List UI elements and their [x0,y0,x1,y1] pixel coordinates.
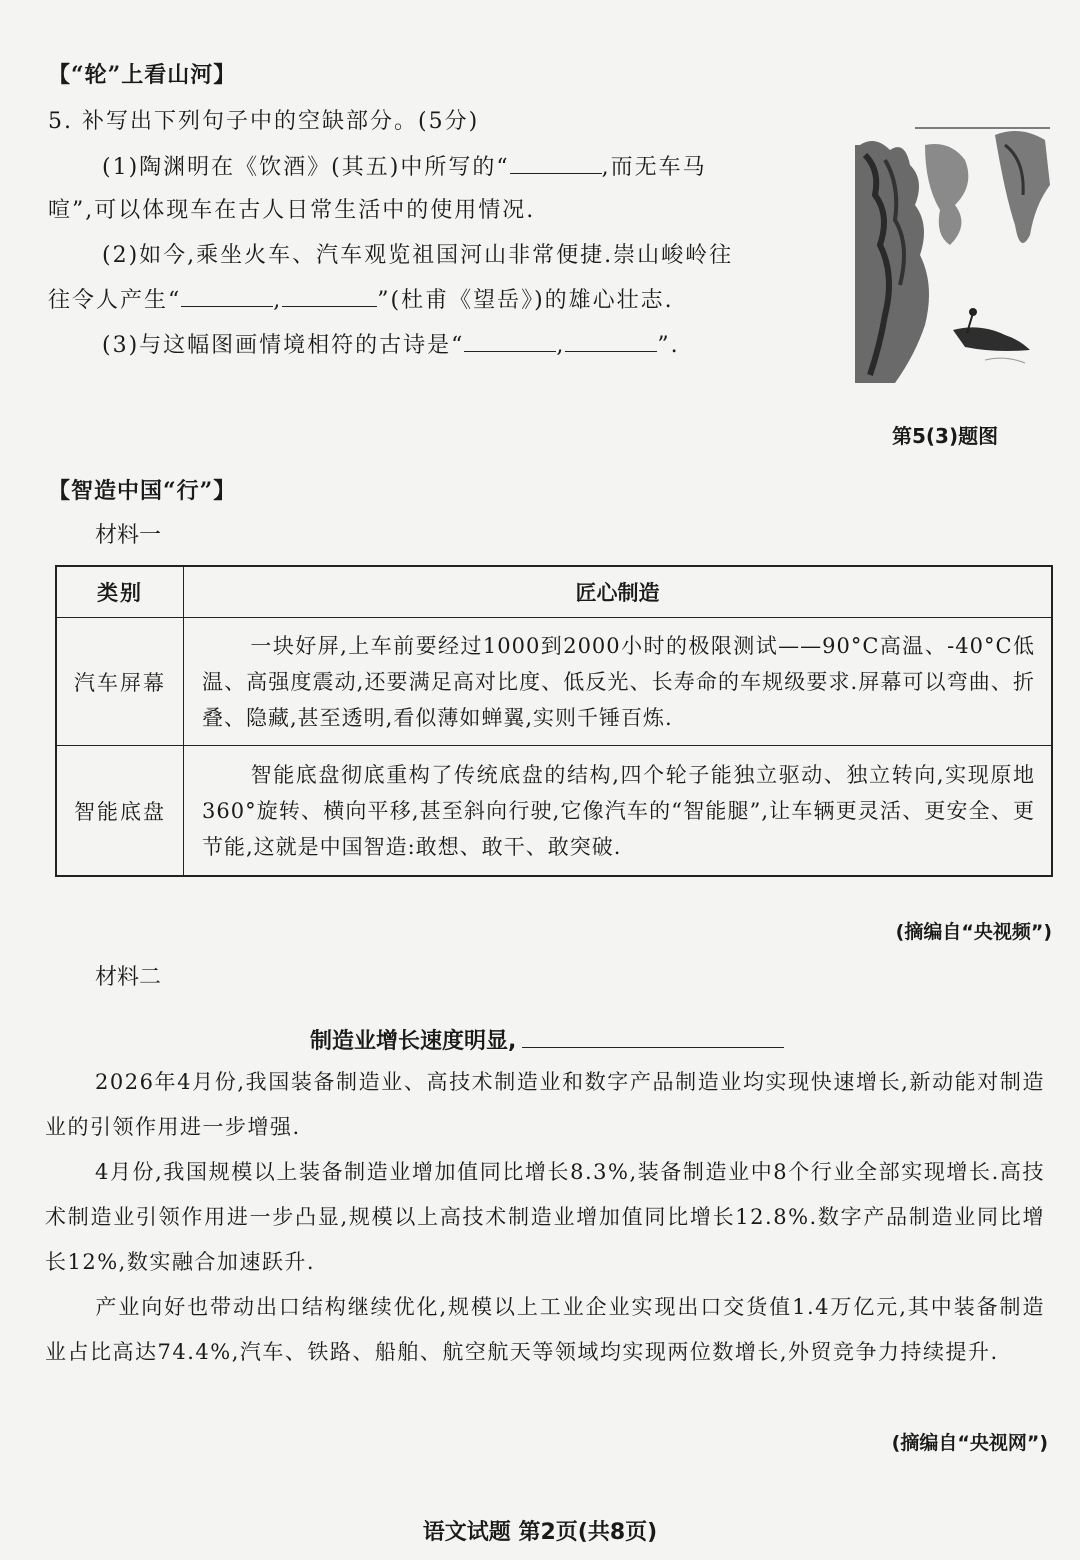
question-5-3-line [102,328,680,359]
answer-blank[interactable] [464,349,556,352]
article-paragraph [45,1285,1045,1375]
article-title-text: 制造业增长速度明显, [310,1029,517,1054]
source-note-2: (摘编自“央视网”) [891,1432,1048,1454]
answer-blank[interactable] [522,1045,784,1048]
article-paragraph [45,1060,1045,1150]
q2-text-c: ”(杜甫《望岳》)的雄心壮志. [377,288,674,313]
paragraph-text: 产业向好也带动出口结构继续优化,规模以上工业企业实现出口交货值1.4万亿元,其中装备制造业占比高达74.4%,汽车、铁路、船舶、航空航天等领域均实现两位数增长,外贸竞争力持续提升. [45,1295,1045,1364]
material-1-label: 材料一 [95,523,162,548]
table-cell-category: 智能底盘 [56,746,184,876]
section-heading-smart-manufacturing: 【智造中国“行”】 [48,478,237,504]
material-2-label: 材料二 [95,965,162,990]
answer-blank[interactable] [510,171,602,174]
q1-text-b: ,而无车马 [601,155,707,180]
q3-text-b: , [556,333,566,358]
ink-landscape-painting [855,125,1050,385]
q2-text-a: 往令人产生“ [48,288,182,313]
answer-blank[interactable] [181,304,273,307]
table-cell-text [184,746,1053,876]
table-row [56,746,1052,876]
table-row [56,618,1052,746]
row-text: 智能底盘彻底重构了传统底盘的结构,四个轮子能独立驱动、独立转向,实现原地360°旋转、横向平移,甚至斜向行驶,它像汽车的“智能腿”,让车辆更灵活、更安全、更节能,这就是中国智造:敢想、敢干、敢突破. [202,762,1035,859]
paragraph-text: 2026年4月份,我国装备制造业、高技术制造业和数字产品制造业均实现快速增长,新动能对制造业的引领作用进一步增强. [45,1070,1045,1139]
paragraph-text: 4月份,我国规模以上装备制造业增加值同比增长8.3%,装备制造业中8个行业全部实现增长.高技术制造业引领作用进一步凸显,规模以上高技术制造业增加值同比增长12.8%.数字产品制造业同比增长12%,数实融合加速跃升. [45,1160,1045,1274]
q1-text-a: (1)陶渊明在《饮酒》(其五)中所写的“ [102,155,510,180]
q3-text-a: (3)与这幅图画情境相符的古诗是“ [102,333,465,358]
material-1-table [55,565,1053,877]
question-5-title: 5. 补写出下列句子中的空缺部分。(5分) [48,109,480,134]
source-note-1: (摘编自“央视频”) [895,921,1052,943]
question-5-2-line1: (2)如今,乘坐火车、汽车观览祖国河山非常便捷.崇山峻岭往 [102,243,734,268]
article-title [310,1024,784,1055]
table-header-category: 类别 [56,566,184,618]
section-heading-mountains: 【“轮”上看山河】 [48,62,237,88]
row-text: 一块好屏,上车前要经过1000到2000小时的极限测试——90°C高温、-40°C低温、高强度震动,还要满足高对比度、低反光、长寿命的车规级要求.屏幕可以弯曲、折叠、隐藏,甚至透明,看似薄如蝉翼,实则千锤百炼. [202,633,1035,730]
question-5-2-line2 [48,283,674,314]
table-header-row [56,566,1052,618]
answer-blank[interactable] [282,304,377,307]
table-header-content: 匠心制造 [184,566,1053,618]
table-cell-category: 汽车屏幕 [56,618,184,746]
figure-caption: 第5(3)题图 [892,424,999,448]
table-cell-text [184,618,1053,746]
question-5-1-line2: 喧”,可以体现车在古人日常生活中的使用情况. [48,198,536,223]
question-5-1-line1 [102,150,707,181]
q2-text-b: , [273,288,283,313]
answer-blank[interactable] [565,349,657,352]
page-footer: 语文试题 第2页(共8页) [422,1520,658,1545]
article-paragraph [45,1150,1045,1285]
q3-text-c: ”. [657,333,680,358]
